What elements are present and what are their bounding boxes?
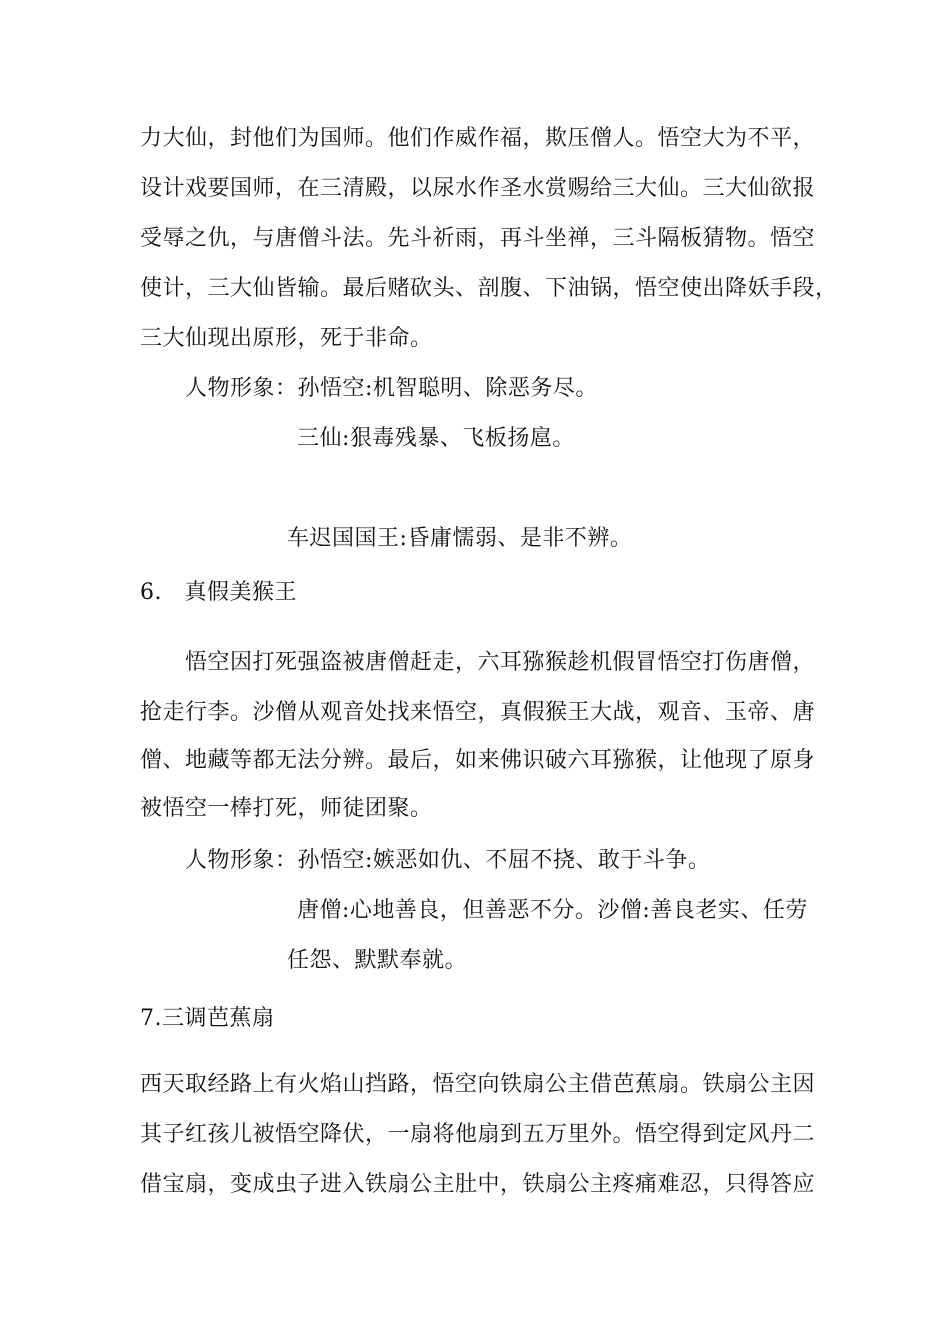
section-heading: 6. 真假美猴王 xyxy=(140,580,297,605)
paragraph-line: 三大仙现出原形，死于非命。 xyxy=(140,326,433,351)
paragraph-line: 僧、地藏等都无法分辨。最后，如来佛识破六耳猕猴，让他现了原身 xyxy=(140,748,816,773)
paragraph-line: 西天取经路上有火焰山挡路，悟空向铁扇公主借芭蕉扇。铁扇公主因 xyxy=(140,1072,816,1097)
paragraph-line: 抢走行李。沙僧从观音处找来悟空，真假猴王大战，观音、玉帝、唐 xyxy=(140,700,816,725)
paragraph-line: 被悟空一棒打死，师徒团聚。 xyxy=(140,796,433,821)
paragraph-line: 悟空因打死强盗被唐僧赶走，六耳猕猴趁机假冒悟空打伤唐僧， xyxy=(185,650,816,675)
character-line: 人物形象：孙悟空:嫉恶如仇、不屈不挠、敢于斗争。 xyxy=(185,848,711,873)
paragraph-line: 力大仙，封他们为国师。他们作威作福，欺压僧人。悟空大为不平， xyxy=(140,126,816,151)
character-line: 唐僧:心地善良，但善恶不分。沙僧:善良老实、任劳 xyxy=(297,898,808,923)
character-line: 人物形象：孙悟空:机智聪明、除恶务尽。 xyxy=(185,376,598,401)
paragraph-line: 使计，三大仙皆输。最后赌砍头、剖腹、下油锅，悟空使出降妖手段， xyxy=(140,276,838,301)
section-heading: 7.三调芭蕉扇 xyxy=(140,1006,275,1031)
character-line: 车迟国国王:昏庸懦弱、是非不辨。 xyxy=(287,526,633,551)
paragraph-line: 设计戏要国师，在三清殿，以尿水作圣水赏赐给三大仙。三大仙欲报 xyxy=(140,176,816,201)
paragraph-line: 其子红孩儿被悟空降伏，一扇将他扇到五万里外。悟空得到定风丹二 xyxy=(140,1122,816,1147)
character-line: 任怨、默默奉就。 xyxy=(287,948,468,973)
character-line: 三仙:狠毒残暴、飞板扬扈。 xyxy=(297,426,575,451)
paragraph-line: 借宝扇，变成虫子进入铁扇公主肚中，铁扇公主疼痛难忍，只得答应 xyxy=(140,1172,816,1197)
paragraph-line: 受辱之仇，与唐僧斗法。先斗祈雨，再斗坐禅，三斗隔板猜物。悟空 xyxy=(140,226,816,251)
